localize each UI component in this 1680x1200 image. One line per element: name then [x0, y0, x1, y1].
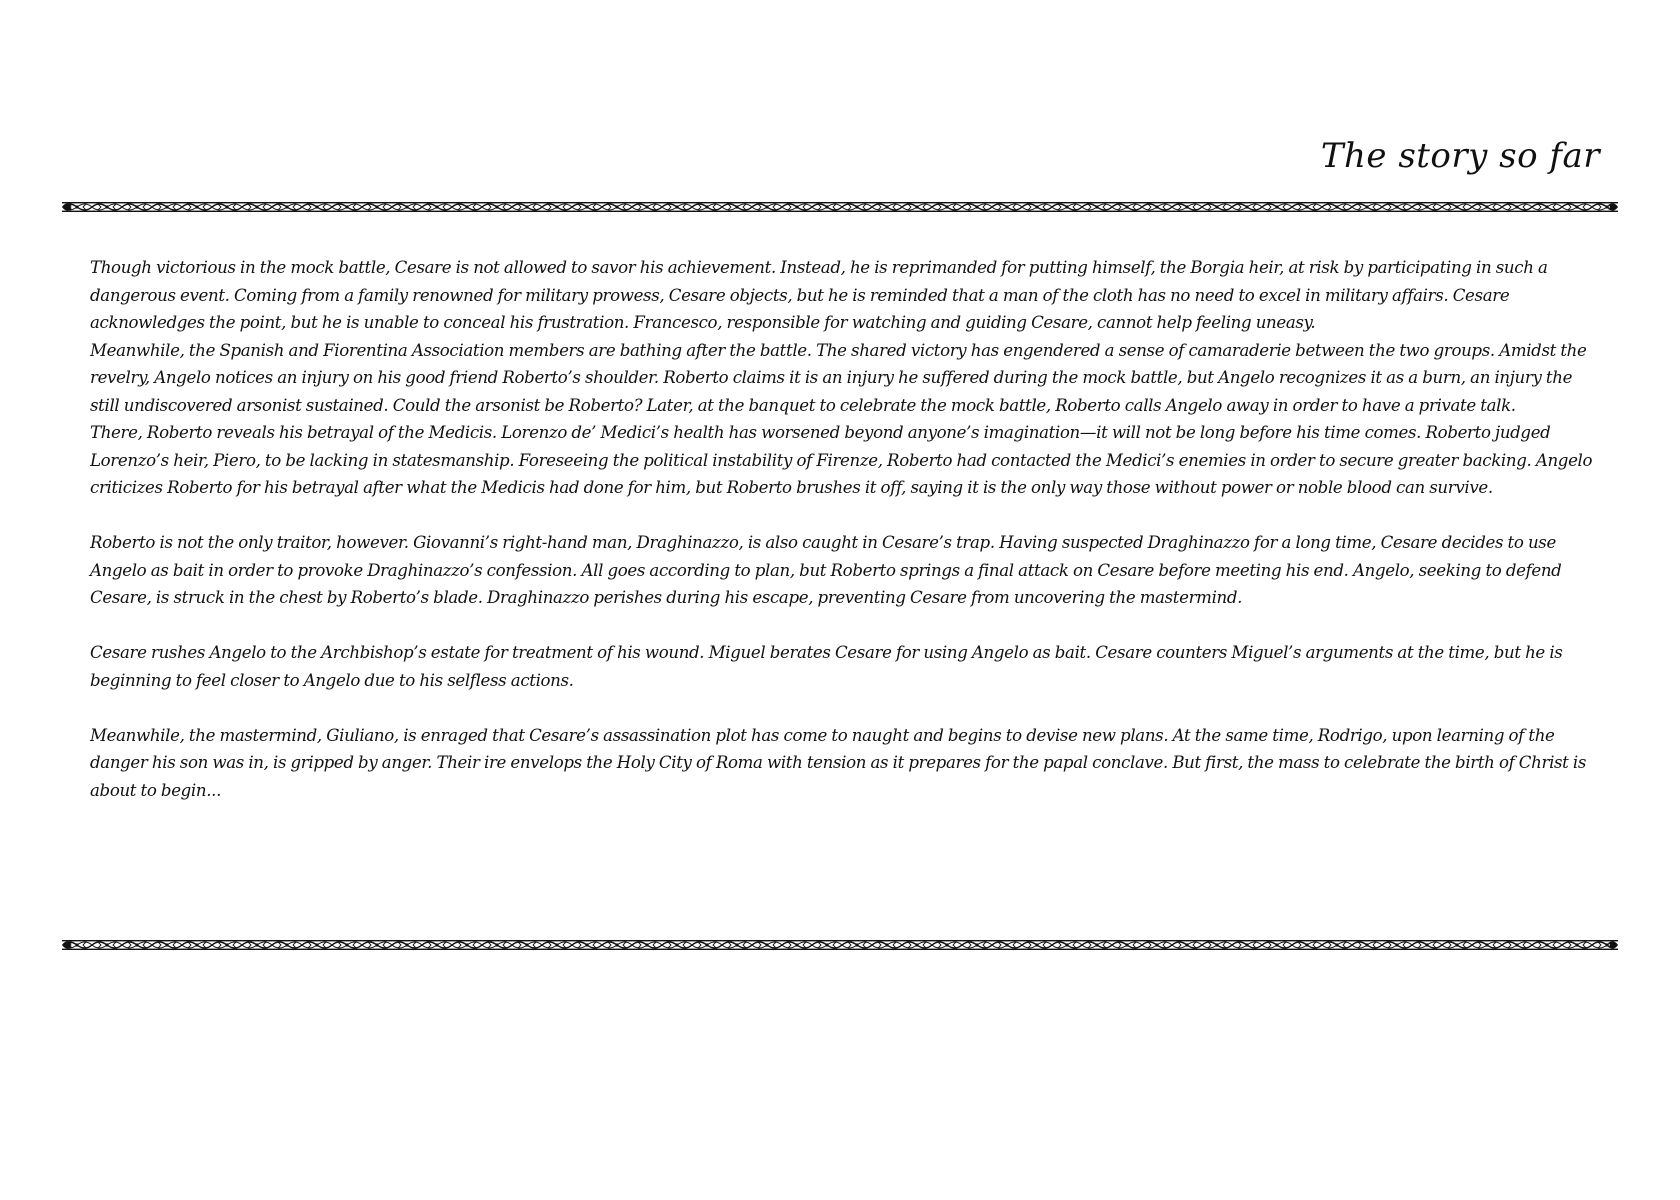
story-paragraph: Though victorious in the mock battle, Cesare is not allowed to savor his achievement. Instead, he is reprimanded for putting himself, the Borgia heir, at risk by participating in such a dangerous event. Coming from a family renowned for military prowess, Cesare objects, but he is reminded that a man of the cloth has no need to excel in military affairs. Cesare acknowledges the point, but he is unable to conceal his frustration. Francesco, responsible for watching and guiding Cesare, cannot help feeling uneasy. — [90, 258, 1548, 332]
ornamental-border-bottom — [62, 938, 1618, 952]
story-paragraph: There, Roberto reveals his betrayal of the Medicis. Lorenzo de’ Medici’s health has worsened beyond anyone’s imagination—it will not be long before his time comes. Roberto judged Lorenzo’s heir, Piero, to be lacking in statesmanship. Foreseeing the political instability of Firenze, Roberto had contacted the Medici’s enemies in order to secure greater backing. Angelo criticizes Roberto for his betrayal after what the Medicis had done for him, but Roberto brushes it off, saying it is the only way those without power or noble blood can survive. — [90, 423, 1593, 497]
story-paragraph: Roberto is not the only traitor, however. Giovanni’s right-hand man, Draghinazzo, is also caught in Cesare’s trap. Having suspected Draghinazzo for a long time, Cesare decides to use Angelo as bait in order to provoke Draghinazzo’s confession. All goes according to plan, but Roberto springs a final attack on Cesare before meeting his end. Angelo, seeking to defend Cesare, is struck in the chest by Roberto’s blade. Draghinazzo perishes during his escape, preventing Cesare from uncovering the mastermind. — [90, 533, 1562, 607]
story-summary — [90, 254, 1595, 804]
story-paragraph: Meanwhile, the mastermind, Giuliano, is enraged that Cesare’s assassination plot has come to naught and begins to devise new plans. At the same time, Rodrigo, upon learning of the danger his son was in, is gripped by anger. Their ire envelops the Holy City of Roma with tension as it prepares for the papal conclave. But first, the mass to celebrate the birth of Christ is about to begin... — [90, 725, 1587, 800]
page-title: The story so far — [1320, 136, 1600, 176]
ornamental-border-top — [62, 200, 1618, 214]
story-paragraph: Meanwhile, the Spanish and Fiorentina Association members are bathing after the battle. The shared victory has engendered a sense of camaraderie between the two groups. Amidst the revelry, Angelo notices an injury on his good friend Roberto’s shoulder. Roberto claims it is an injury he suffered during the mock battle, but Angelo recognizes it as a burn, an injury the still undiscovered arsonist sustained. Could the arsonist be Roberto? Later, at the banquet to celebrate the mock battle, Roberto calls Angelo away in order to have a private talk. — [90, 340, 1587, 415]
story-paragraph: Cesare rushes Angelo to the Archbishop’s estate for treatment of his wound. Miguel berates Cesare for using Angelo as bait. Cesare counters Miguel’s arguments at the time, but he is beginning to feel closer to Angelo due to his selfless actions. — [90, 643, 1563, 690]
